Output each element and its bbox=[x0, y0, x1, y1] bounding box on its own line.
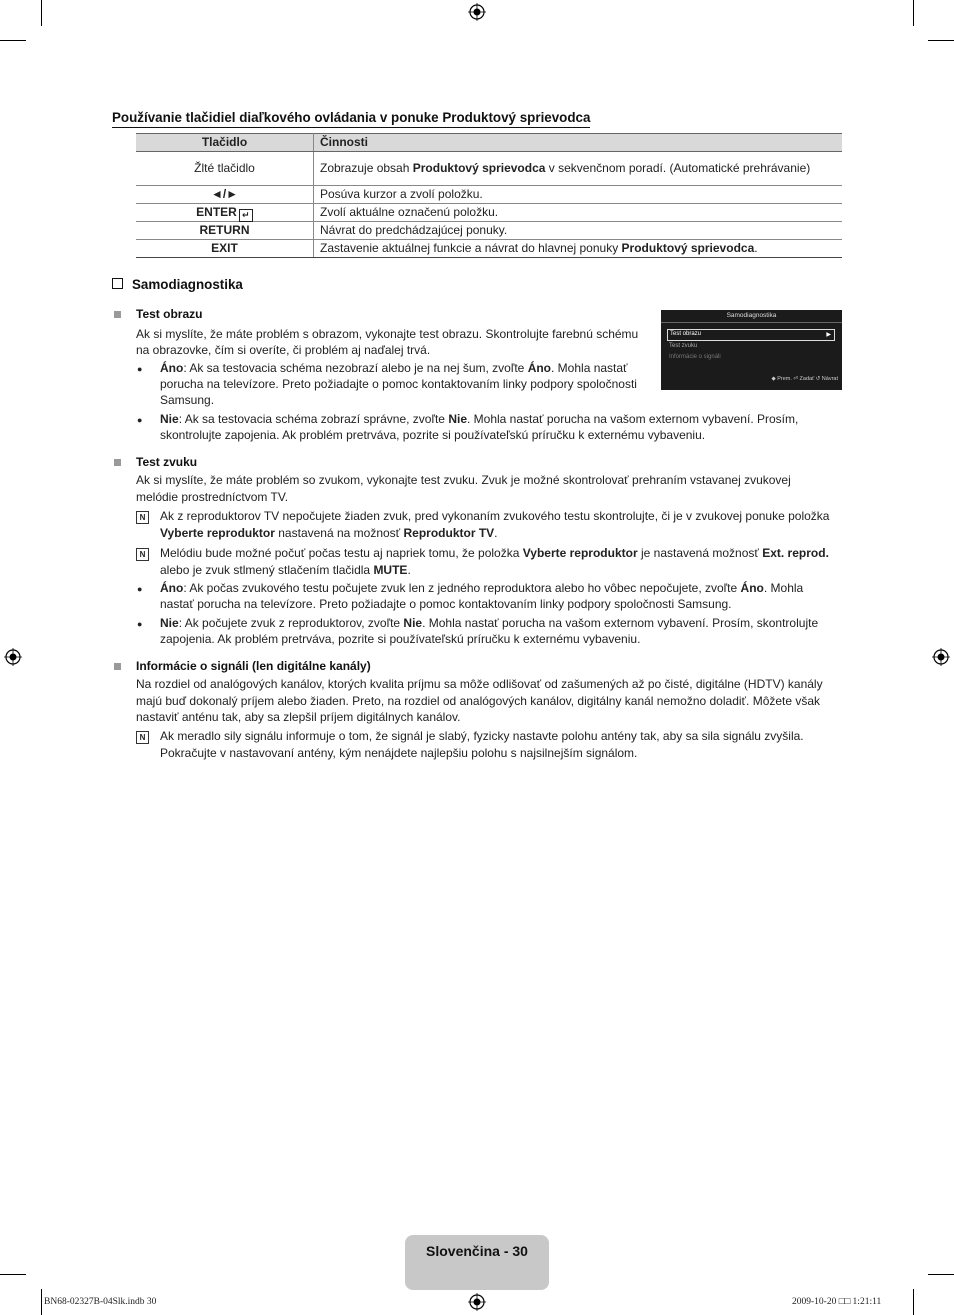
signal-info-heading: Informácie o signáli (len digitálne kanály) bbox=[136, 659, 371, 673]
bold-label: MUTE bbox=[373, 563, 408, 577]
bold-label: Áno bbox=[740, 581, 764, 595]
tv-menu-title: Samodiagnostika bbox=[726, 312, 777, 319]
text: . Mohla nastať bbox=[551, 361, 628, 375]
diagnostics-heading bbox=[112, 277, 243, 292]
bullet-text: Samsung. bbox=[160, 393, 215, 407]
bullet-text: porucha na televízore. Preto požiadajte o pomoc kontaktovaním linky podpory spoločnosti bbox=[160, 377, 637, 391]
column-header: Činnosti bbox=[314, 134, 843, 152]
text: alebo je zvuk stlmený stlačením tlačidla bbox=[160, 563, 374, 577]
arrow-right-icon: ▶ bbox=[826, 332, 831, 338]
note-text bbox=[160, 525, 498, 542]
note-icon: N bbox=[136, 511, 149, 524]
crop-mark bbox=[913, 0, 914, 26]
action-cell: Návrat do predchádzajúcej ponuky. bbox=[314, 222, 843, 240]
bullet-icon: ● bbox=[137, 415, 143, 425]
key-cell: ◄/► bbox=[136, 186, 314, 204]
footer-timestamp: 2009-10-20 □□ 1:21:11 bbox=[792, 1297, 882, 1307]
text: : Ak počas zvukového testu počujete zvuk len z jedného reproduktora alebo ho vôbec nepočujete, zvoľte bbox=[183, 581, 741, 595]
sound-test-heading: Test zvuku bbox=[136, 455, 198, 469]
text: : Ak sa testovacia schéma nezobrazí alebo je na nej šum, zvoľte bbox=[183, 361, 528, 375]
note-text: Ak meradlo sily signálu informuje o tom, že signál je slabý, fyzicky nastavte polohu antény tak, aby sa sila signálu zvyšila. bbox=[160, 729, 804, 743]
page-number: Slovenčina - 30 bbox=[426, 1243, 528, 1259]
note-text: Ak z reproduktorov TV nepočujete žiaden zvuk, pred vykonaním zvukového testu skontrolujte, či je v zvukovej ponuke položka bbox=[160, 509, 830, 523]
tv-menu-item-label: Test obrazu bbox=[670, 331, 702, 337]
registration-mark-icon bbox=[4, 648, 22, 666]
crop-mark bbox=[928, 40, 954, 41]
crop-mark bbox=[913, 1289, 914, 1315]
tv-menu-item: Informácie o signáli bbox=[669, 354, 721, 360]
text: . bbox=[407, 563, 411, 577]
crop-mark bbox=[0, 40, 26, 41]
action-cell: Posúva kurzor a zvolí položku. bbox=[314, 186, 843, 204]
tv-menu-screenshot bbox=[661, 310, 842, 390]
bold-label: Nie bbox=[160, 412, 179, 426]
page-number-tab bbox=[405, 1235, 549, 1290]
bullet-icon: ● bbox=[137, 584, 143, 594]
diagnostics-title: Samodiagnostika bbox=[132, 277, 243, 292]
tv-menu-item: Test zvuku bbox=[669, 343, 698, 349]
registration-mark-icon bbox=[932, 648, 950, 666]
note-text bbox=[160, 562, 411, 579]
text: : Ak počujete zvuk z reproduktorov, zvoľte bbox=[178, 616, 404, 630]
table-header-row bbox=[136, 134, 842, 152]
crop-mark bbox=[41, 0, 42, 26]
action-bold-text: Produktový sprievodca bbox=[621, 241, 755, 255]
table-row bbox=[136, 222, 842, 240]
action-text: Zobrazuje obsah bbox=[320, 161, 413, 175]
key-label: ENTER bbox=[196, 205, 237, 219]
paragraph: Na rozdiel od analógových kanálov, ktorých kvalita príjmu sa môže odlišovať od zašumených až po čisté, digitálne (HDTV) kanály bbox=[136, 677, 823, 691]
paragraph: melódie prostredníctvom TV. bbox=[136, 490, 289, 504]
square-bullet-icon bbox=[114, 459, 121, 466]
text: : Ak sa testovacia schéma zobrazí správne, zvoľte bbox=[178, 412, 449, 426]
bullet-text bbox=[160, 360, 628, 377]
note-icon: N bbox=[136, 548, 149, 561]
table-row bbox=[136, 204, 842, 222]
bullet-text bbox=[160, 411, 798, 428]
tv-menu-footer: ◆ Prem. ⏎ Zadať ↺ Návrat bbox=[771, 376, 838, 382]
checkbox-square-icon bbox=[112, 278, 123, 289]
crop-mark bbox=[928, 1274, 954, 1275]
bold-label: Ext. reprod. bbox=[762, 546, 829, 560]
action-cell bbox=[314, 152, 843, 186]
key-cell: Žlté tlačidlo bbox=[136, 152, 314, 186]
paragraph: Ak si myslíte, že máte problém s obrazom, vykonajte test obrazu. Skontrolujte farebnú schému bbox=[136, 327, 639, 341]
action-bold-text: Produktový sprievodca bbox=[412, 161, 546, 175]
bullet-text: zapojenia. Ak problém pretrváva, pozrite si používateľskú príručku k externému vybaveniu. bbox=[160, 632, 641, 646]
note-icon: N bbox=[136, 731, 149, 744]
bullet-icon: ● bbox=[137, 364, 143, 374]
bullet-text: nastať porucha na televízore. Preto požiadajte o pomoc kontaktovaním linky podpory spoločnosti Samsung. bbox=[160, 597, 732, 611]
text: Melódiu bude možné počuť počas testu aj napriek tomu, že položka bbox=[160, 546, 523, 560]
bold-label: Nie bbox=[403, 616, 423, 630]
crop-mark bbox=[0, 1274, 26, 1275]
registration-mark-icon bbox=[468, 3, 486, 21]
picture-test-heading: Test obrazu bbox=[136, 307, 203, 321]
bold-label: Áno bbox=[160, 581, 184, 595]
note-text: Pokračujte v nastavovaní antény, kým nenájdete najlepšiu polohu s najsilnejším signálom. bbox=[160, 746, 638, 760]
divider bbox=[661, 322, 842, 323]
enter-icon: ↵ bbox=[239, 209, 253, 222]
bold-label: Vyberte reproduktor bbox=[160, 526, 275, 540]
paragraph: Ak si myslíte, že máte problém so zvukom, vykonajte test zvuku. Zvuk je možné skontrolovať prehraním vstavanej zvukovej bbox=[136, 473, 791, 487]
bullet-text: skontrolujte zapojenia. Ak problém pretrváva, pozrite si používateľskú príručku k externému vybaveniu. bbox=[160, 428, 706, 442]
bullet-text bbox=[160, 615, 818, 632]
bullet-text bbox=[160, 580, 803, 597]
key-cell: EXIT bbox=[136, 240, 314, 258]
bold-label: Nie bbox=[160, 616, 179, 630]
column-header: Tlačidlo bbox=[136, 134, 314, 152]
key-cell bbox=[136, 204, 314, 222]
paragraph: na obrazovke, čím si overíte, či problém aj naďalej trvá. bbox=[136, 343, 431, 357]
table-row bbox=[136, 152, 842, 186]
bold-label: Vyberte reproduktor bbox=[522, 546, 638, 560]
note-text bbox=[160, 545, 829, 562]
action-cell bbox=[314, 240, 843, 258]
text: je nastavená možnosť bbox=[637, 546, 763, 560]
bold-label: Reproduktor TV bbox=[403, 526, 495, 540]
square-bullet-icon bbox=[114, 663, 121, 670]
action-text: Zastavenie aktuálnej funkcie a návrat do hlavnej ponuky bbox=[320, 241, 622, 255]
footer-file-info: BN68-02327B-04Slk.indb 30 bbox=[44, 1297, 157, 1307]
paragraph: nastaviť anténu tak, aby sa zlepšil príjem digitálnych kanálov. bbox=[136, 710, 461, 724]
remote-keys-table bbox=[136, 133, 842, 258]
text: nastavená na možnosť bbox=[274, 526, 404, 540]
table-row bbox=[136, 240, 842, 258]
square-bullet-icon bbox=[114, 311, 121, 318]
action-text: v sekvenčnom poradí. (Automatické prehrávanie) bbox=[545, 161, 811, 175]
bullet-icon: ● bbox=[137, 619, 143, 629]
key-cell: RETURN bbox=[136, 222, 314, 240]
crop-mark bbox=[41, 1289, 42, 1315]
text: . bbox=[494, 526, 498, 540]
section-title: Používanie tlačidiel diaľkového ovládania v ponuke Produktový sprievodca bbox=[112, 110, 590, 128]
text: . Mohla bbox=[763, 581, 804, 595]
text: . Mohla nastať porucha na vašom externom vybavení. Prosím, skontrolujte bbox=[422, 616, 819, 630]
action-text: . bbox=[754, 241, 758, 255]
bold-label: Áno bbox=[160, 361, 184, 375]
bold-label: Nie bbox=[448, 412, 467, 426]
table-row bbox=[136, 186, 842, 204]
action-cell: Zvolí aktuálne označenú položku. bbox=[314, 204, 843, 222]
tv-menu-selected-item bbox=[667, 329, 835, 341]
registration-mark-icon bbox=[468, 1293, 486, 1311]
paragraph: majú buď dokonalý príjem alebo žiaden. Preto, na rozdiel od analógových kanálov, digitálny kanál nemožno doladiť. Môžete však bbox=[136, 694, 821, 708]
text: . Mohla nastať porucha na vašom externom vybavení. Prosím, bbox=[467, 412, 799, 426]
bold-label: Áno bbox=[527, 361, 552, 375]
